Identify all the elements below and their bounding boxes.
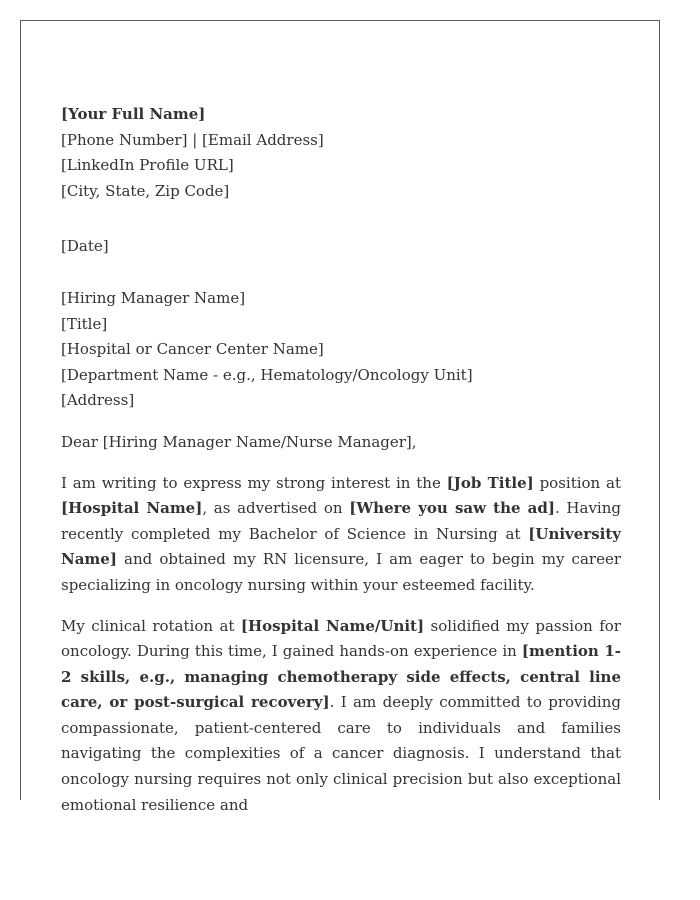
cover-letter-body (61, 102, 621, 833)
paragraph-clinical (61, 614, 621, 819)
spacer (61, 414, 621, 430)
sender-location: [City, State, Zip Code] (61, 181, 230, 200)
paragraph-text: My clinical rotation at (61, 616, 241, 635)
paragraph-intro (61, 471, 621, 599)
recipient-department: [Department Name - e.g., Hematology/Oncology Unit] (61, 365, 473, 384)
paragraph-text: . I am deeply committed to providing compassionate, patient-centered care to individuals and families navigating the complexities of a cancer diagnosis. I understand that oncology nursing requires not only clinical precision but also exceptional emotional resilience and (61, 693, 621, 814)
salutation: Dear [Hiring Manager Name/Nurse Manager], (61, 432, 417, 451)
placeholder-hospital-unit: [Hospital Name/Unit] (240, 616, 425, 635)
paragraph-text: position at (533, 473, 622, 492)
placeholder-job-title: [Job Title] (446, 473, 534, 492)
paragraph-text: , as advertised on (202, 499, 350, 518)
document-page (20, 20, 660, 814)
placeholder-skills: [mention 1-2 skills, e.g., managing chemotherapy side effects, central line care, or post-surgical recovery] (61, 642, 621, 712)
paragraph-text: . Having recently completed my Bachelor of Science in Nursing at (61, 499, 621, 543)
placeholder-hospital-name: [Hospital Name] (61, 499, 203, 518)
recipient-title: [Title] (61, 314, 108, 333)
spacer (61, 260, 621, 286)
paragraph-text: I am writing to express my strong interest in the (61, 473, 447, 492)
sender-contact: [Phone Number] | [Email Address] (61, 130, 324, 149)
paragraph-text: and obtained my RN licensure, I am eager to begin my career specializing in oncology nursing within your esteemed facility. (61, 550, 621, 594)
placeholder-university-name: [University Name] (61, 524, 621, 569)
spacer (61, 204, 621, 234)
recipient-name: [Hiring Manager Name] (61, 288, 246, 307)
paragraph-text: solidified my passion for oncology. During this time, I gained hands-on experience in (61, 616, 621, 661)
sender-name: [Your Full Name] (61, 105, 206, 123)
recipient-organization: [Hospital or Cancer Center Name] (61, 340, 324, 359)
sender-linkedin: [LinkedIn Profile URL] (61, 156, 234, 175)
placeholder-ad-source: [Where you saw the ad] (349, 499, 555, 518)
recipient-address: [Address] (61, 391, 135, 410)
letter-date: [Date] (61, 237, 109, 256)
